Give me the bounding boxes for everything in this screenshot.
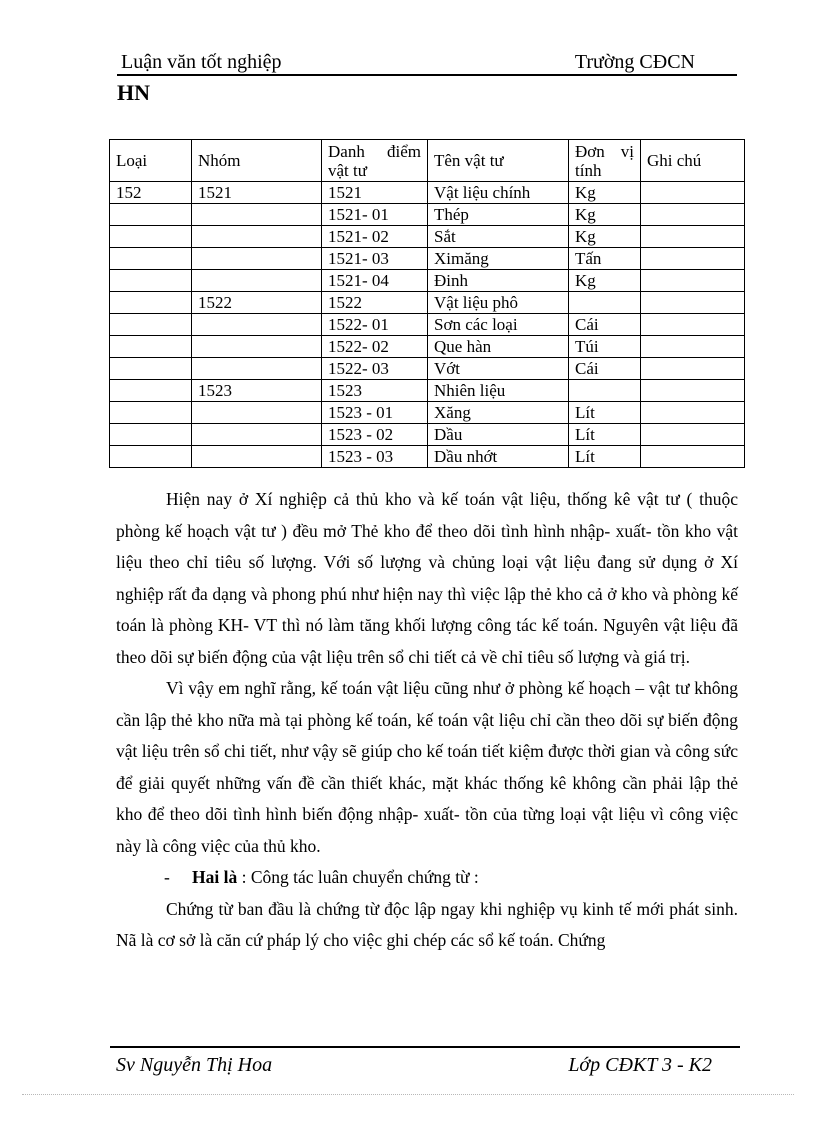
header-danh-diem: Danh điểm vật tư (322, 140, 428, 182)
cell-danh: 1521- 01 (322, 204, 428, 226)
bullet-item (116, 862, 738, 894)
cell-loai (110, 270, 192, 292)
cell-ten: Xăng (428, 402, 569, 424)
cell-dv: Kg (569, 204, 641, 226)
cell-danh: 1522- 02 (322, 336, 428, 358)
cell-ten: Nhiên liệu (428, 380, 569, 402)
cell-ten: Vật liệu chính (428, 182, 569, 204)
cell-dv (569, 292, 641, 314)
table-row (110, 424, 745, 446)
thesis-title: Luận văn tốt nghiệp (121, 51, 282, 73)
cell-ten: Thép (428, 204, 569, 226)
bullet-rest: : Công tác luân chuyển chứng từ : (237, 867, 479, 887)
cell-ten: Dầu (428, 424, 569, 446)
cell-danh: 1523 (322, 380, 428, 402)
footer-row (110, 1048, 740, 1077)
cell-ten: Sắt (428, 226, 569, 248)
cell-dv: Cái (569, 314, 641, 336)
table-row (110, 204, 745, 226)
table-row (110, 402, 745, 424)
cell-loai (110, 424, 192, 446)
cell-ghi (641, 358, 745, 380)
cell-nhom (192, 204, 322, 226)
cell-loai (110, 248, 192, 270)
cell-ghi (641, 336, 745, 358)
cell-loai: 152 (110, 182, 192, 204)
cell-nhom (192, 402, 322, 424)
cell-ghi (641, 248, 745, 270)
paragraph-1: Hiện nay ở Xí nghiệp cả thủ kho và kế toán vật liệu, thống kê vật tư ( thuộc phòng kế hoạch vật tư ) đều mở Thẻ kho để theo dõi tình hình nhập- xuất- tồn kho vật liệu theo chỉ tiêu số lượng. Với số lượng và chủng loại vật liệu đang sử dụng ở Xí nghiệp rất đa dạng và phong phú như hiện nay thì việc lập thẻ kho cả ở kho và phòng kế toán là phòng KH- VT thì nó làm tăng khối lượng công tác kế toán. Nguyên vật liệu đã theo dõi sự biến động của vật liệu trên sổ chi tiết cả về chỉ tiêu số lượng và giá trị. (116, 489, 738, 667)
bullet-bold: Hai là (192, 867, 238, 887)
cell-danh: 1522- 01 (322, 314, 428, 336)
cell-dv: Tấn (569, 248, 641, 270)
table-row (110, 380, 745, 402)
page-header (117, 50, 737, 106)
cell-ten: Đinh (428, 270, 569, 292)
cell-loai (110, 336, 192, 358)
cell-ghi (641, 380, 745, 402)
cell-ghi (641, 270, 745, 292)
body-text (116, 484, 738, 957)
cell-nhom (192, 270, 322, 292)
cell-danh: 1521 (322, 182, 428, 204)
table-row (110, 314, 745, 336)
table-body (110, 182, 745, 468)
cell-loai (110, 314, 192, 336)
cell-dv: Kg (569, 270, 641, 292)
cell-loai (110, 380, 192, 402)
cell-danh: 1521- 03 (322, 248, 428, 270)
cell-loai (110, 204, 192, 226)
cell-dv: Kg (569, 182, 641, 204)
school-name-continuation: HN (117, 80, 150, 105)
table-row (110, 270, 745, 292)
cell-ghi (641, 314, 745, 336)
cell-ten: Dầu nhớt (428, 446, 569, 468)
cell-danh: 1523 - 02 (322, 424, 428, 446)
cell-ghi (641, 424, 745, 446)
cell-danh: 1521- 04 (322, 270, 428, 292)
cell-nhom (192, 424, 322, 446)
cell-danh: 1521- 02 (322, 226, 428, 248)
header-ghi-chu: Ghi chú (641, 140, 745, 182)
cell-nhom (192, 446, 322, 468)
page-edge-divider (22, 1094, 794, 1095)
cell-nhom (192, 226, 322, 248)
bullet-text (192, 862, 479, 894)
cell-nhom: 1522 (192, 292, 322, 314)
cell-nhom (192, 358, 322, 380)
header-nhom: Nhóm (192, 140, 322, 182)
cell-loai (110, 358, 192, 380)
table-row (110, 248, 745, 270)
page-footer (110, 1046, 740, 1077)
table-row (110, 292, 745, 314)
cell-nhom (192, 336, 322, 358)
cell-nhom: 1521 (192, 182, 322, 204)
header-loai: Loại (110, 140, 192, 182)
cell-nhom (192, 314, 322, 336)
header-don-vi-tinh: Đơn vị tính (569, 140, 641, 182)
table-row (110, 182, 745, 204)
header-row (117, 50, 737, 76)
cell-loai (110, 446, 192, 468)
bullet-dash: - (164, 867, 170, 887)
cell-loai (110, 226, 192, 248)
cell-ghi (641, 292, 745, 314)
cell-ten: Vớt (428, 358, 569, 380)
class-name: Lớp CĐKT 3 - K2 (568, 1054, 712, 1076)
cell-ghi (641, 402, 745, 424)
cell-danh: 1522- 03 (322, 358, 428, 380)
cell-dv (569, 380, 641, 402)
cell-danh: 1523 - 03 (322, 446, 428, 468)
cell-ghi (641, 446, 745, 468)
cell-dv: Cái (569, 358, 641, 380)
cell-nhom: 1523 (192, 380, 322, 402)
cell-dv: Kg (569, 226, 641, 248)
table-row (110, 446, 745, 468)
cell-ten: Que hàn (428, 336, 569, 358)
cell-loai (110, 402, 192, 424)
cell-danh: 1523 - 01 (322, 402, 428, 424)
cell-dv: Lít (569, 402, 641, 424)
cell-ten: Ximăng (428, 248, 569, 270)
cell-ghi (641, 226, 745, 248)
table-row (110, 226, 745, 248)
cell-loai (110, 292, 192, 314)
student-name: Sv Nguyễn Thị Hoa (116, 1054, 273, 1076)
cell-nhom (192, 248, 322, 270)
cell-danh: 1522 (322, 292, 428, 314)
paragraph-2: Vì vậy em nghĩ rằng, kế toán vật liệu cũng như ở phòng kế hoạch – vật tư không cần lập thẻ kho nữa mà tại phòng kế toán, kế toán vật liệu chỉ cần theo dõi sự biến động vật liệu trên sổ chi tiết, như vậy sẽ giúp cho kế toán tiết kiệm được thời gian và công sức để giải quyết những vấn đề cần thiết khác, mặt khác thống kê không cần phải lập thẻ kho để theo dõi tình hình biến động nhập- xuất- tồn của từng loại vật liệu vì công việc này là công việc của thủ kho. (116, 678, 738, 856)
cell-ten: Sơn các loại (428, 314, 569, 336)
cell-ghi (641, 204, 745, 226)
school-name: Trường CĐCN (574, 51, 695, 73)
cell-ghi (641, 182, 745, 204)
table-header-row (110, 140, 745, 182)
cell-dv: Lít (569, 446, 641, 468)
cell-ten: Vật liệu phô (428, 292, 569, 314)
table-row (110, 358, 745, 380)
cell-dv: Túi (569, 336, 641, 358)
header-ten-vat-tu: Tên vật tư (428, 140, 569, 182)
cell-dv: Lít (569, 424, 641, 446)
paragraph-3: Chứng từ ban đầu là chứng từ độc lập ngay khi nghiệp vụ kinh tế mới phát sinh. Nã là cơ sở là căn cứ pháp lý cho việc ghi chép các sổ kế toán. Chứng (116, 898, 738, 950)
material-code-table (109, 139, 745, 468)
table-row (110, 336, 745, 358)
